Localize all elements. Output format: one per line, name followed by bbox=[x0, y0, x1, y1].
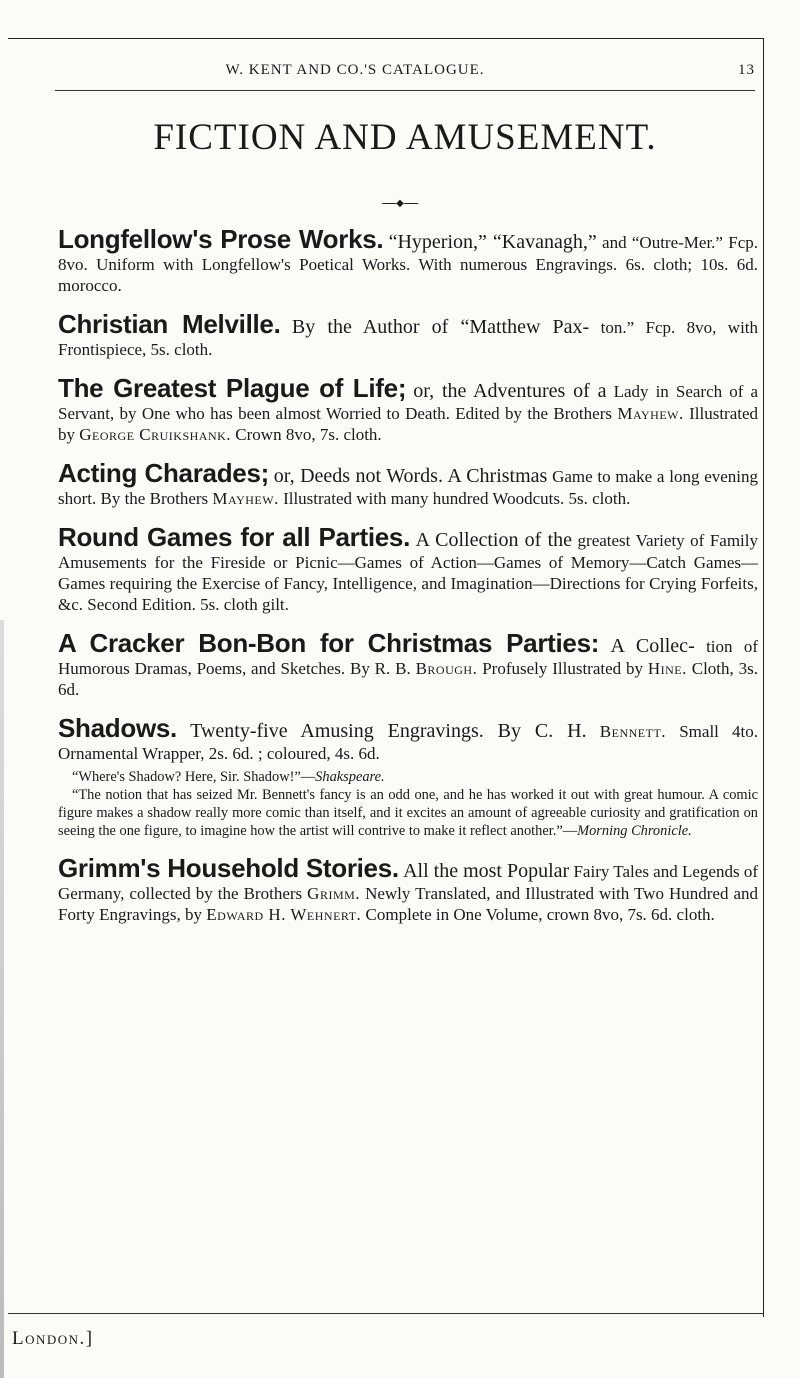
entry-description: Newly Translated, and Illustrated with Two Hundred and Forty Engravings, by bbox=[58, 884, 759, 924]
editor-name: Mayhew. bbox=[617, 404, 684, 423]
footer-rule bbox=[8, 1313, 763, 1314]
quote-source: Morning Chronicle. bbox=[577, 823, 692, 839]
entry-description: Cloth, 3s. 6d. bbox=[58, 659, 759, 699]
imprint-footer: London.] bbox=[12, 1328, 94, 1349]
entry-subtitle: By the Author of “Matthew Pax- bbox=[291, 316, 590, 338]
entry-description: Lady in Search of a Servant, by One who has been almost Worried to Death. Edited by the Brothers bbox=[58, 382, 758, 423]
entry-subtitle: A Collection of the bbox=[415, 529, 573, 551]
entry-greatest-plague bbox=[58, 375, 758, 445]
entry-round-games bbox=[58, 524, 758, 615]
entry-grimm bbox=[58, 855, 758, 925]
author-name: Grimm. bbox=[307, 884, 361, 903]
entry-subtitle: A Collec- bbox=[610, 635, 695, 657]
illustrator-name: Edward H. Wehnert. bbox=[206, 905, 362, 924]
entry-christian-melville bbox=[58, 311, 758, 360]
header-rule bbox=[55, 90, 755, 91]
entry-cracker-bon-bon bbox=[58, 630, 758, 700]
entry-description: ton.” Fcp. 8vo, with Frontispiece, 5s. cloth. bbox=[58, 318, 759, 359]
entry-description: Complete in One Volume, crown 8vo, 7s. 6d. cloth. bbox=[365, 905, 715, 924]
entry-description: Crown 8vo, 7s. cloth. bbox=[235, 425, 382, 444]
entry-description: Illustrated with many hundred Woodcuts. 5s. cloth. bbox=[283, 489, 631, 508]
entry-description: Illustrated by bbox=[58, 404, 759, 444]
entry-description: Game to make a long evening short. By the Brothers bbox=[58, 467, 759, 508]
entry-description: greatest Variety of Family Amusements for the Fireside or Picnic—Games of Action—Games of Memory—Catch Games—Games requiring the Exercise of Fancy, Intelligence, and Imagination—Directions for Crying Forfeits, &c. Second Edition. 5s. cloth gilt. bbox=[58, 531, 758, 614]
entry-description: and “Outre-Mer.” Fcp. 8vo. Uniform with Longfellow's Poetical Works. With numerous Engravings. 6s. cloth; 10s. 6d. morocco. bbox=[58, 233, 758, 295]
entry-title: Grimm's Household Stories. bbox=[58, 853, 399, 883]
entry-title: A Cracker Bon-Bon for Christmas Parties: bbox=[58, 628, 600, 658]
entry-title: Shadows. bbox=[58, 713, 177, 743]
entry-acting-charades bbox=[58, 460, 758, 509]
catalogue-entries bbox=[58, 226, 758, 940]
quote-shakspeare: “Where's Shadow? Here, Sir. Shadow!”—Shakspeare. bbox=[72, 769, 385, 785]
entry-description: Fairy Tales and Legends of Germany, collected by the Brothers bbox=[58, 862, 758, 903]
entry-subtitle: or, Deeds not Words. A Christmas bbox=[273, 465, 548, 487]
entry-description: tion of Humorous Dramas, Poems, and Sketches. By R. B. bbox=[58, 637, 758, 678]
entry-shadows bbox=[58, 715, 758, 840]
entry-longfellow bbox=[58, 226, 758, 296]
entry-subtitle: Twenty-five Amusing Engravings. By C. H. bbox=[190, 720, 587, 742]
entry-title: Acting Charades; bbox=[58, 458, 269, 488]
binding-edge bbox=[0, 620, 4, 1378]
entry-title: Longfellow's Prose Works. bbox=[58, 224, 384, 254]
quote-morning-chronicle: “The notion that has seized Mr. Bennett's fancy is an odd one, and he has worked it out with great humour. A comic figure makes a shadow really more comic than itself, and it excites an amount of agreeable curiosity and gratification on seeing the one figure, to imagine how the artist will contrive to make it reflect another.”—Morning Chronicle. bbox=[58, 787, 758, 839]
quote-source: Shakspeare. bbox=[315, 769, 385, 785]
entry-title: Round Games for all Parties. bbox=[58, 522, 411, 552]
entry-subtitle: “Hyperion,” “Kavanagh,” bbox=[388, 231, 597, 253]
section-heading: FICTION AND AMUSEMENT. bbox=[153, 117, 657, 158]
illustrator-name: George Cruikshank. bbox=[79, 425, 232, 444]
entry-subtitle: or, the Adventures of a bbox=[413, 380, 607, 402]
running-head-title: W. KENT AND CO.'S CATALOGUE. bbox=[225, 62, 485, 78]
illustrator-name: Hine. bbox=[647, 659, 687, 678]
author-name: Bennett. bbox=[599, 722, 667, 741]
page-number: 13 bbox=[738, 62, 755, 78]
ornament-divider: ◆ bbox=[382, 198, 418, 209]
entry-description: Small 4to. Ornamental Wrapper, 2s. 6d. ; coloured, 4s. 6d. bbox=[58, 722, 759, 763]
review-quotes bbox=[58, 768, 758, 840]
author-name: Mayhew. bbox=[212, 489, 279, 508]
entry-title: The Greatest Plague of Life; bbox=[58, 373, 407, 403]
entry-title: Christian Melville. bbox=[58, 309, 281, 339]
entry-subtitle: All the most Popular bbox=[403, 860, 570, 882]
author-name: Brough. bbox=[415, 659, 478, 678]
entry-description: Profusely Illustrated by bbox=[482, 659, 643, 678]
